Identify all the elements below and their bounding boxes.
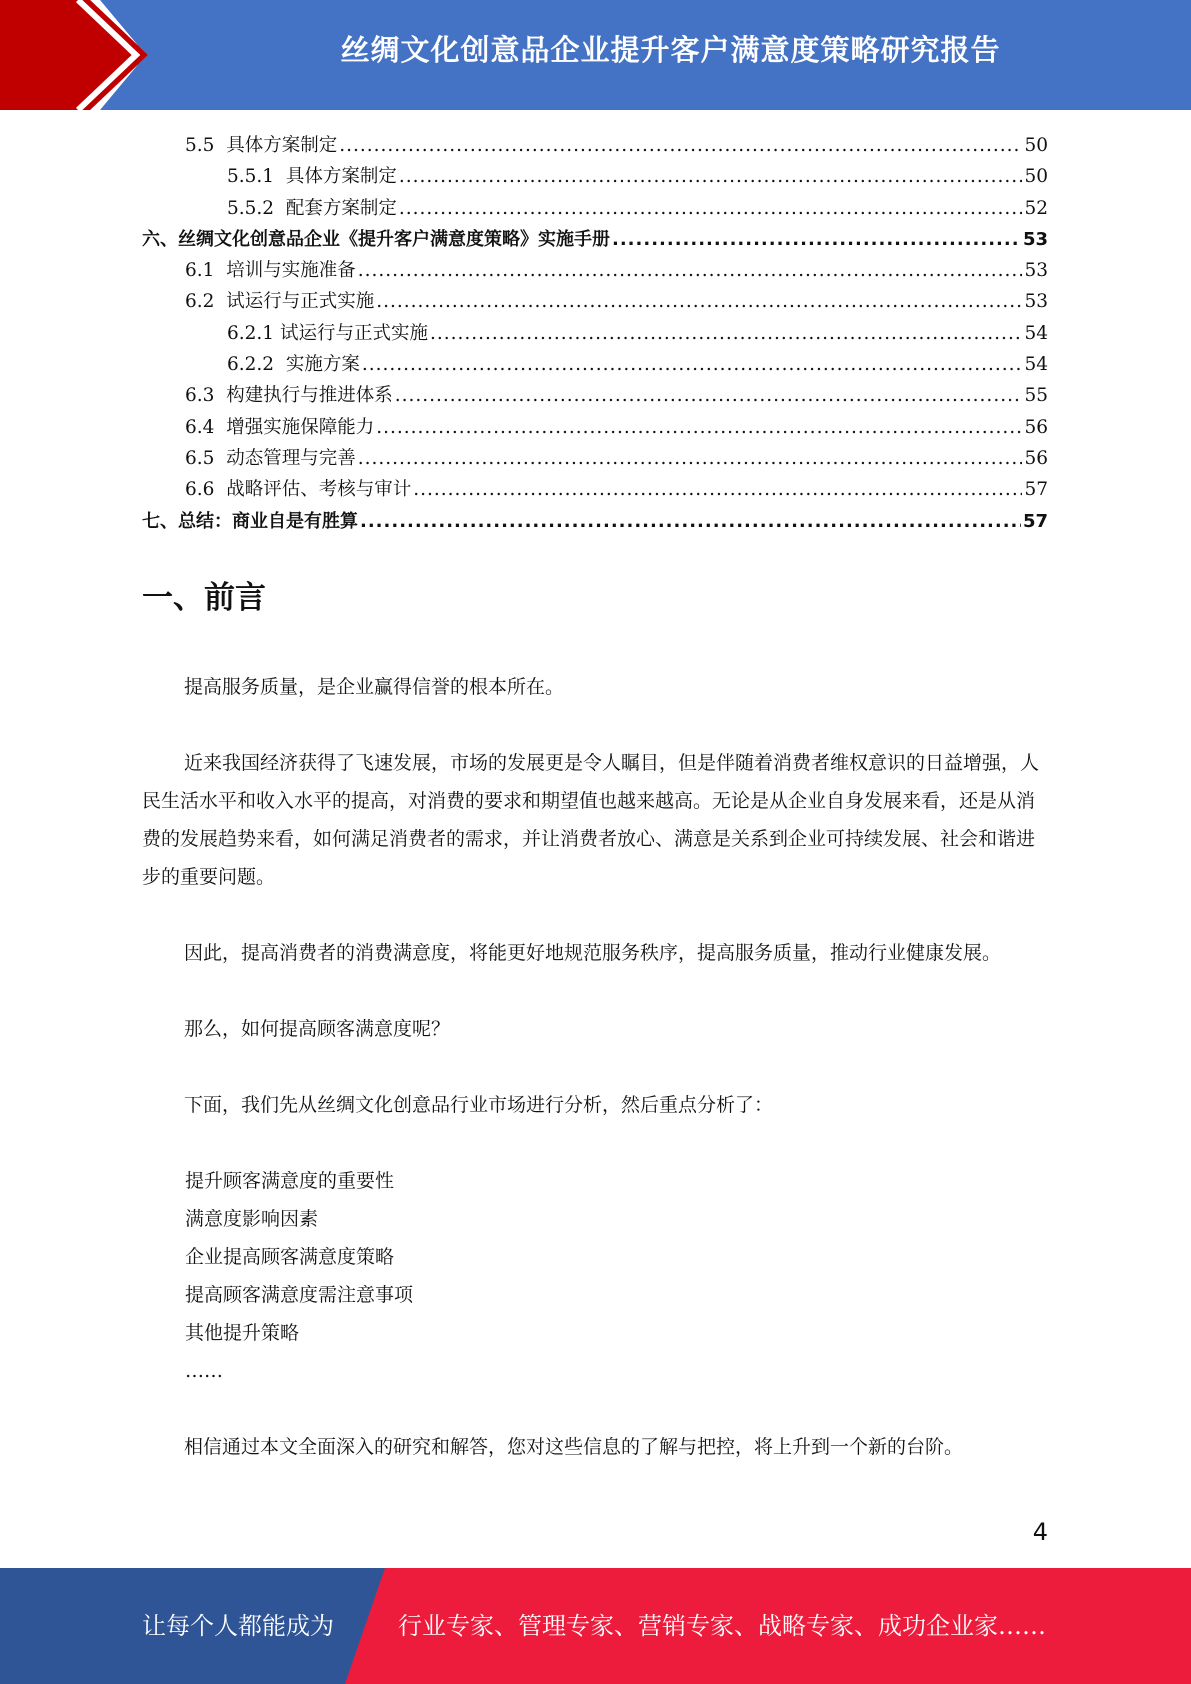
toc-title: 实施方案	[285, 354, 360, 376]
toc-page: 54	[1024, 354, 1048, 376]
toc-page: 53	[1024, 291, 1048, 313]
table-of-contents	[142, 130, 1048, 537]
toc-title: 构建执行与推进体系	[226, 385, 393, 407]
topic-list	[142, 1162, 1048, 1390]
toc-entry[interactable]	[142, 130, 1048, 161]
toc-number: 6.3	[185, 385, 227, 407]
paragraph: 下面，我们先从丝绸文化创意品行业市场进行分析，然后重点分析了：	[184, 1094, 774, 1116]
toc-leader	[413, 474, 1022, 505]
list-item: 提升顾客满意度的重要性	[185, 1170, 395, 1192]
list-item: 满意度影响因素	[185, 1208, 319, 1230]
list-item: 其他提升策略	[185, 1322, 300, 1344]
toc-leader	[358, 255, 1023, 286]
toc-leader	[376, 286, 1022, 317]
toc-entry[interactable]	[142, 474, 1048, 505]
toc-number: 6.2.1	[227, 322, 280, 344]
paragraph: 近来我国经济获得了飞速发展，市场的发展更是令人瞩目，但是伴随着消费者维权意识的日益增强，人民生活水平和收入水平的提高，对消费的要求和期望值也越来越高。无论是从企业自身发展来看，还是从消费的发展趋势来看，如何满足消费者的需求，并让消费者放心、满意是关系到企业可持续发展、社会和谐进步的重要问题。	[142, 752, 1040, 888]
document-title: 丝绸文化创意品企业提升客户满意度策略研究报告	[340, 33, 1001, 67]
page-number: 4	[1032, 1518, 1048, 1546]
list-item: 提高顾客满意度需注意事项	[185, 1284, 414, 1306]
toc-title: 试运行与正式实施	[279, 322, 428, 344]
paragraph: 提高服务质量，是企业赢得信誉的根本所在。	[184, 676, 565, 698]
toc-title: 配套方案制定	[285, 197, 397, 219]
page-footer	[0, 1568, 1191, 1684]
toc-title: 七、总结：商业自是有胜算	[142, 510, 358, 532]
toc-leader	[339, 130, 1022, 161]
toc-page: 52	[1024, 197, 1048, 219]
toc-page: 56	[1024, 447, 1048, 469]
toc-page: 57	[1024, 479, 1048, 501]
page-header	[0, 0, 1191, 110]
toc-leader	[399, 193, 1023, 224]
section-heading: 一、前言	[142, 580, 266, 616]
toc-number: 5.5	[185, 135, 227, 156]
toc-leader	[362, 349, 1023, 380]
toc-title: 增强实施保障能力	[226, 416, 375, 438]
footer-slogan: 让每个人都能成为	[142, 1612, 334, 1640]
toc-page: 56	[1024, 416, 1048, 438]
toc-page: 54	[1024, 322, 1048, 344]
toc-entry[interactable]	[142, 380, 1048, 411]
toc-title: 战略评估、考核与审计	[226, 479, 412, 501]
toc-page: 55	[1024, 385, 1048, 407]
toc-number: 6.2.2	[227, 354, 286, 376]
toc-entry[interactable]	[142, 506, 1048, 537]
toc-entry[interactable]	[142, 286, 1048, 317]
toc-number: 6.6	[185, 479, 227, 501]
paragraph: 相信通过本文全面深入的研究和解答，您对这些信息的了解与把控，将上升到一个新的台阶。	[184, 1436, 964, 1458]
toc-entry[interactable]	[142, 349, 1048, 380]
toc-title: 六、丝绸文化创意品企业《提升客户满意度策略》实施手册	[142, 228, 610, 250]
toc-entry[interactable]	[142, 193, 1048, 224]
header-red-chevron	[0, 0, 150, 110]
toc-leader	[430, 318, 1022, 349]
toc-number: 6.1	[185, 260, 227, 282]
toc-number: 6.4	[185, 416, 227, 438]
toc-leader	[395, 380, 1023, 411]
toc-entry[interactable]	[142, 161, 1048, 192]
toc-leader	[399, 161, 1023, 192]
toc-leader	[358, 443, 1023, 474]
toc-leader	[360, 506, 1021, 537]
footer-roles: 行业专家、管理专家、营销专家、战略专家、成功企业家……	[398, 1612, 1046, 1640]
toc-title: 具体方案制定	[285, 166, 397, 188]
paragraph: 因此，提高消费者的消费满意度，将能更好地规范服务秩序，提高服务质量，推动行业健康发展。	[184, 942, 1002, 964]
toc-title: 培训与实施准备	[226, 260, 356, 282]
toc-number: 5.5.1	[227, 166, 286, 188]
toc-title: 试运行与正式实施	[226, 291, 375, 313]
toc-entry[interactable]	[142, 255, 1048, 286]
toc-number: 5.5.2	[227, 197, 286, 219]
toc-entry[interactable]	[142, 443, 1048, 474]
toc-title: 动态管理与完善	[226, 447, 356, 469]
toc-page: 53	[1024, 260, 1048, 282]
paragraph: 那么，如何提高顾客满意度呢？	[184, 1018, 451, 1040]
toc-entry[interactable]	[142, 318, 1048, 349]
toc-number: 6.2	[185, 291, 227, 313]
toc-entry[interactable]	[142, 412, 1048, 443]
toc-title: 具体方案制定	[226, 135, 338, 156]
toc-page: 57	[1022, 510, 1048, 532]
toc-page: 50	[1024, 166, 1048, 188]
toc-leader	[612, 224, 1021, 255]
toc-leader	[376, 412, 1022, 443]
list-item: 企业提高顾客满意度策略	[185, 1246, 395, 1268]
toc-number: 6.5	[185, 447, 227, 469]
toc-page: 53	[1022, 228, 1048, 250]
section-body	[142, 668, 1048, 1466]
toc-page: 50	[1024, 135, 1048, 156]
list-item: ……	[185, 1360, 223, 1382]
toc-entry[interactable]	[142, 224, 1048, 255]
